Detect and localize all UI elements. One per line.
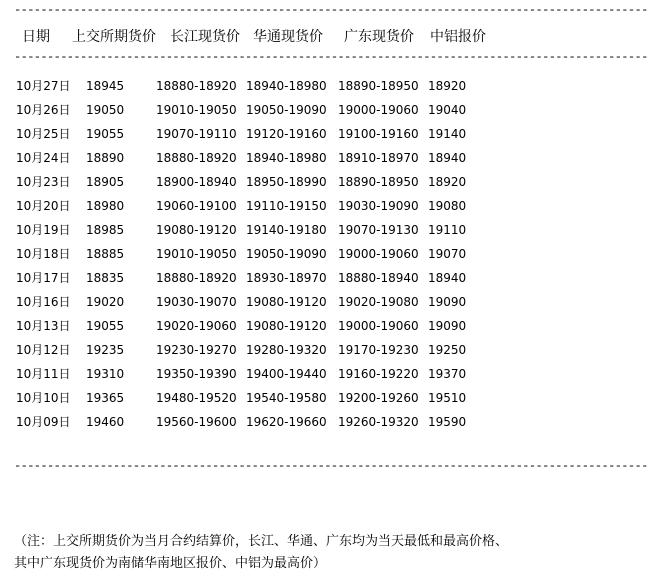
- header-changjiang-spot: 长江现货价: [170, 29, 240, 45]
- cell-shfe: 18980: [86, 199, 125, 213]
- cell-zl: 19070: [428, 247, 467, 261]
- cell-date: 10月19日: [16, 223, 71, 237]
- cell-zl: 19090: [428, 319, 467, 333]
- table-row: [0, 218, 552, 242]
- cell-gd: 19030-19090: [338, 199, 419, 213]
- cell-cj: 19060-19100: [156, 199, 237, 213]
- cell-ht: 18950-18990: [246, 175, 327, 189]
- cell-shfe: 18905: [86, 175, 125, 189]
- cell-cj: 19010-19050: [156, 247, 237, 261]
- header-date: 日期: [22, 29, 50, 45]
- cell-date: 10月11日: [16, 367, 71, 381]
- table-row: [0, 242, 552, 266]
- cell-shfe: 18945: [86, 79, 125, 93]
- cell-zl: 18940: [428, 151, 467, 165]
- cell-ht: 18930-18970: [246, 271, 327, 285]
- cell-gd: 19200-19260: [338, 391, 419, 405]
- cell-ht: 18940-18980: [246, 151, 327, 165]
- cell-zl: 19250: [428, 343, 467, 357]
- table-row: [0, 410, 552, 434]
- cell-shfe: 19050: [86, 103, 125, 117]
- cell-shfe: 18985: [86, 223, 125, 237]
- cell-cj: 18880-18920: [156, 79, 237, 93]
- cell-ht: 19080-19120: [246, 319, 327, 333]
- cell-cj: 19480-19520: [156, 391, 237, 405]
- cell-date: 10月20日: [16, 199, 71, 213]
- cell-zl: 18920: [428, 175, 467, 189]
- cell-cj: 19230-19270: [156, 343, 237, 357]
- cell-cj: 19350-19390: [156, 367, 237, 381]
- cell-zl: 19510: [428, 391, 467, 405]
- table-row: [0, 122, 552, 146]
- cell-gd: 19260-19320: [338, 415, 419, 429]
- cell-zl: 19110: [428, 223, 467, 237]
- cell-cj: 18880-18920: [156, 151, 237, 165]
- cell-gd: 18890-18950: [338, 79, 419, 93]
- cell-date: 10月13日: [16, 319, 71, 333]
- cell-gd: 19100-19160: [338, 127, 419, 141]
- table-row: [0, 98, 552, 122]
- cell-date: 10月12日: [16, 343, 71, 357]
- separator-bottom: ------------------------------------------------------------------------------------------------: [14, 459, 648, 473]
- cell-shfe: 18835: [86, 271, 125, 285]
- table-row: [0, 266, 552, 290]
- cell-zl: 19080: [428, 199, 467, 213]
- cell-zl: 19590: [428, 415, 467, 429]
- table-row: [0, 362, 552, 386]
- cell-gd: 19160-19220: [338, 367, 419, 381]
- cell-cj: 19080-19120: [156, 223, 237, 237]
- table-row: [0, 314, 552, 338]
- cell-shfe: 19310: [86, 367, 125, 381]
- cell-zl: 18940: [428, 271, 467, 285]
- cell-shfe: 19235: [86, 343, 125, 357]
- cell-cj: 19010-19050: [156, 103, 237, 117]
- note-line-2: 其中广东现货价为南储华南地区报价、中铝为最高价）: [14, 556, 327, 571]
- cell-gd: 19020-19080: [338, 295, 419, 309]
- cell-ht: 18940-18980: [246, 79, 327, 93]
- cell-ht: 19540-19580: [246, 391, 327, 405]
- cell-gd: 18880-18940: [338, 271, 419, 285]
- cell-zl: 18920: [428, 79, 467, 93]
- cell-gd: 19000-19060: [338, 247, 419, 261]
- table-row: [0, 290, 552, 314]
- cell-ht: 19280-19320: [246, 343, 327, 357]
- table-row: [0, 338, 552, 362]
- cell-date: 10月09日: [16, 415, 71, 429]
- header-guangdong-spot: 广东现货价: [344, 29, 414, 45]
- cell-cj: 19020-19060: [156, 319, 237, 333]
- cell-date: 10月23日: [16, 175, 71, 189]
- header-shfe-futures: 上交所期货价: [72, 29, 156, 45]
- cell-ht: 19080-19120: [246, 295, 327, 309]
- cell-cj: 18900-18940: [156, 175, 237, 189]
- cell-gd: 19170-19230: [338, 343, 419, 357]
- header-huatong-spot: 华通现货价: [253, 29, 323, 45]
- cell-date: 10月24日: [16, 151, 71, 165]
- cell-ht: 19110-19150: [246, 199, 327, 213]
- cell-gd: 19000-19060: [338, 319, 419, 333]
- cell-ht: 19050-19090: [246, 103, 327, 117]
- table-row: [0, 74, 552, 98]
- cell-date: 10月18日: [16, 247, 71, 261]
- separator-header: ------------------------------------------------------------------------------------------------: [14, 50, 648, 64]
- cell-gd: 18890-18950: [338, 175, 419, 189]
- cell-gd: 19070-19130: [338, 223, 419, 237]
- note-line-1: （注：上交所期货价为当月合约结算价，长江、华通、广东均为当天最低和最高价格、: [14, 534, 509, 549]
- cell-shfe: 18890: [86, 151, 125, 165]
- cell-zl: 19140: [428, 127, 467, 141]
- cell-ht: 19050-19090: [246, 247, 327, 261]
- header-chalco-quote: 中铝报价: [430, 29, 486, 45]
- cell-zl: 19040: [428, 103, 467, 117]
- cell-date: 10月10日: [16, 391, 71, 405]
- table-row: [0, 146, 552, 170]
- cell-ht: 19120-19160: [246, 127, 327, 141]
- separator-top: ------------------------------------------------------------------------------------------------: [14, 3, 648, 17]
- cell-shfe: 18885: [86, 247, 125, 261]
- cell-zl: 19370: [428, 367, 467, 381]
- cell-shfe: 19055: [86, 319, 125, 333]
- cell-ht: 19400-19440: [246, 367, 327, 381]
- cell-date: 10月17日: [16, 271, 71, 285]
- cell-date: 10月16日: [16, 295, 71, 309]
- cell-cj: 19560-19600: [156, 415, 237, 429]
- cell-shfe: 19460: [86, 415, 125, 429]
- table-row: [0, 170, 552, 194]
- cell-cj: 19070-19110: [156, 127, 237, 141]
- table-row: [0, 386, 552, 410]
- cell-date: 10月25日: [16, 127, 71, 141]
- cell-cj: 19030-19070: [156, 295, 237, 309]
- cell-zl: 19090: [428, 295, 467, 309]
- table-row: [0, 194, 552, 218]
- cell-shfe: 19055: [86, 127, 125, 141]
- cell-gd: 18910-18970: [338, 151, 419, 165]
- cell-date: 10月26日: [16, 103, 71, 117]
- cell-ht: 19140-19180: [246, 223, 327, 237]
- cell-gd: 19000-19060: [338, 103, 419, 117]
- cell-ht: 19620-19660: [246, 415, 327, 429]
- cell-cj: 18880-18920: [156, 271, 237, 285]
- cell-shfe: 19365: [86, 391, 125, 405]
- cell-date: 10月27日: [16, 79, 71, 93]
- cell-shfe: 19020: [86, 295, 125, 309]
